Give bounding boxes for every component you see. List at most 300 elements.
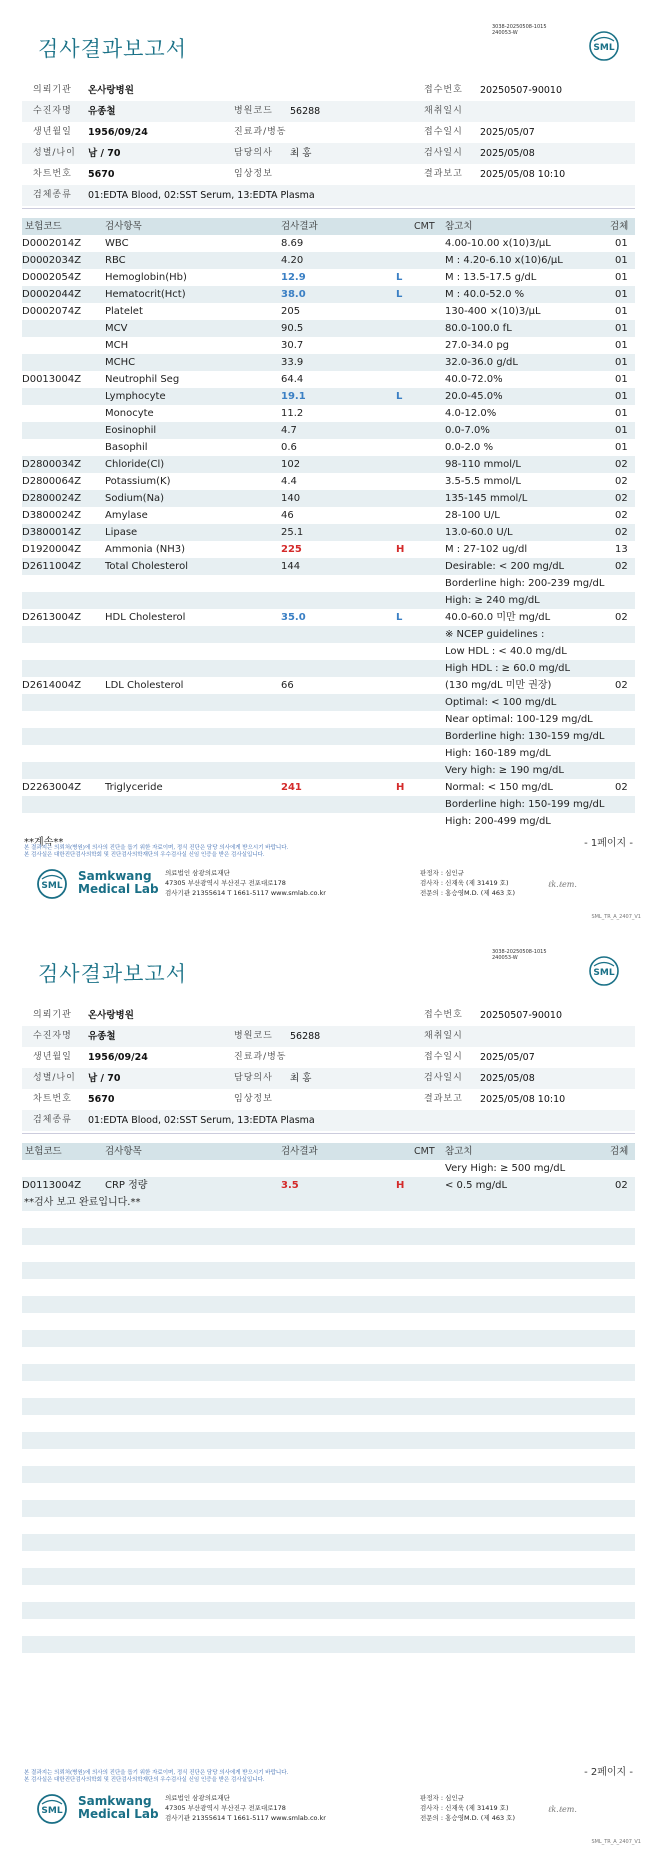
specimen-value: 01:EDTA Blood, 02:SST Serum, 13:EDTA Plasma <box>88 190 315 201</box>
svg-text:SML: SML <box>41 881 63 891</box>
table-row <box>22 728 635 745</box>
header-result: 검사결과 <box>281 221 318 232</box>
blank-row <box>22 1585 635 1602</box>
table-header <box>22 218 635 235</box>
table-row <box>22 524 635 541</box>
cell-ref: 3.5-5.5 mmol/L <box>445 476 521 487</box>
report-page-2 <box>0 925 655 1850</box>
table-row <box>22 779 635 796</box>
cell-result: 35.0 <box>281 612 306 623</box>
cell-specimen: 02 <box>615 680 628 691</box>
cell-name: CRP 정량 <box>105 1180 148 1191</box>
cell-result: 33.9 <box>281 357 304 368</box>
cell-name: Total Cholesterol <box>105 561 188 572</box>
receipt-date-label: 접수일시 <box>424 1052 463 1062</box>
cell-result: 12.9 <box>281 272 306 283</box>
table-row <box>22 252 635 269</box>
cell-result: 205 <box>281 306 301 317</box>
cell-result: 4.7 <box>281 425 297 436</box>
signer-2: 검사자 : 신재욱 (제 31419 호) <box>420 1804 509 1812</box>
table-row <box>22 592 635 609</box>
cell-ref: Borderline high: 150-199 mg/dL <box>445 799 605 810</box>
info-row <box>22 122 635 143</box>
cell-name: Sodium(Na) <box>105 493 165 504</box>
blank-row <box>22 1228 635 1245</box>
cell-cmt: L <box>396 612 403 623</box>
table-row <box>22 677 635 694</box>
cell-ref: M : 13.5-17.5 g/dL <box>445 272 537 283</box>
hospital-value: 온사랑병원 <box>88 85 134 96</box>
table-row <box>22 371 635 388</box>
cell-name: Potassium(K) <box>105 476 171 487</box>
blank-row <box>22 1381 635 1398</box>
cell-ref: 28-100 U/L <box>445 510 500 521</box>
header-result: 검사결과 <box>281 1146 318 1157</box>
header-code: 보험코드 <box>25 1146 62 1157</box>
table-row <box>22 1160 635 1177</box>
cell-result: 25.1 <box>281 527 304 538</box>
cell-result: 4.20 <box>281 255 304 266</box>
report-label: 결과보고 <box>424 169 463 179</box>
cell-result: 225 <box>281 544 302 555</box>
address: 47305 부산광역시 부산진구 전포대로178 <box>165 1804 286 1812</box>
cell-result: 30.7 <box>281 340 304 351</box>
cell-ref: Very high: ≥ 190 mg/dL <box>445 765 564 776</box>
cell-name: MCV <box>105 323 128 334</box>
blank-row <box>22 1517 635 1534</box>
table-row <box>22 745 635 762</box>
table-row <box>22 541 635 558</box>
svg-text:SML: SML <box>593 43 615 53</box>
cell-ref: 13.0-60.0 U/L <box>445 527 513 538</box>
footer-signers <box>420 1793 515 1823</box>
cell-specimen: 01 <box>615 255 628 266</box>
cell-name: MCH <box>105 340 129 351</box>
cell-ref: ※ NCEP guidelines : <box>445 629 545 640</box>
header-ref: 참고치 <box>445 1146 473 1157</box>
cell-ref: Very High: ≥ 500 mg/dL <box>445 1163 566 1174</box>
footer-signers <box>420 868 515 898</box>
collect-label: 채취일시 <box>424 1031 463 1041</box>
table-row <box>22 286 635 303</box>
signature: ℓk.ℓem. <box>548 1805 577 1814</box>
blank-row <box>22 1398 635 1415</box>
cell-name: Chloride(Cl) <box>105 459 165 470</box>
brand-line-2: Medical Lab <box>78 1807 159 1821</box>
doctor-value: 최 홍 <box>290 1073 312 1084</box>
blank-row <box>22 1279 635 1296</box>
page-title: 검사결과보고서 <box>38 962 188 986</box>
cell-ref: 135-145 mmol/L <box>445 493 528 504</box>
table-row <box>22 813 635 830</box>
patient-value: 유종철 <box>88 1031 116 1042</box>
table-row <box>22 490 635 507</box>
exam-date-value: 2025/05/08 <box>480 1073 535 1084</box>
table-row <box>22 694 635 711</box>
cell-code: D0002074Z <box>22 306 82 317</box>
table-row <box>22 762 635 779</box>
cell-specimen: 02 <box>615 510 628 521</box>
cell-name: Hemoglobin(Hb) <box>105 272 187 283</box>
chart-label: 차트번호 <box>33 1094 72 1104</box>
header-code: 보험코드 <box>25 221 62 232</box>
hosp-code-label: 병원코드 <box>234 106 273 116</box>
info-row <box>22 1026 635 1047</box>
cell-name: HDL Cholesterol <box>105 612 186 623</box>
info-row <box>22 185 635 206</box>
table-row <box>22 575 635 592</box>
blank-row <box>22 1619 635 1636</box>
info-row <box>22 101 635 122</box>
blank-row <box>22 1262 635 1279</box>
page-title: 검사결과보고서 <box>38 37 188 61</box>
blank-row <box>22 1568 635 1585</box>
blank-row <box>22 1534 635 1551</box>
blank-row <box>22 1653 635 1670</box>
cell-cmt: L <box>396 272 403 283</box>
footer-brand <box>78 1795 159 1821</box>
blank-row <box>22 1211 635 1228</box>
cell-specimen: 02 <box>615 782 628 793</box>
cell-specimen: 01 <box>615 391 628 402</box>
table-row <box>22 303 635 320</box>
cell-name: Triglyceride <box>105 782 163 793</box>
org-name: 의료법인 삼광의료재단 <box>165 869 230 877</box>
cell-specimen: 02 <box>615 612 628 623</box>
cell-result: 4.4 <box>281 476 297 487</box>
cell-ref: High: 200-499 mg/dL <box>445 816 551 827</box>
cell-specimen: 01 <box>615 238 628 249</box>
cell-specimen: 02 <box>615 476 628 487</box>
cell-specimen: 02 <box>615 527 628 538</box>
receipt-date-value: 2025/05/07 <box>480 1052 535 1063</box>
report-value: 2025/05/08 10:10 <box>480 169 566 180</box>
header-name: 검사항목 <box>105 1146 142 1157</box>
cell-name: Lymphocyte <box>105 391 166 402</box>
cell-ref: (130 mg/dL 미만 권장) <box>445 680 552 691</box>
cell-result: 46 <box>281 510 294 521</box>
cell-cmt: H <box>396 782 405 793</box>
cell-ref: M : 27-102 ug/dl <box>445 544 528 555</box>
cell-specimen: 01 <box>615 340 628 351</box>
cell-name: LDL Cholesterol <box>105 680 184 691</box>
doctor-label: 담당의사 <box>234 1073 273 1083</box>
cell-name: Ammonia (NH3) <box>105 544 186 555</box>
continue-note: **계속** <box>24 837 64 848</box>
patient-info <box>22 1005 635 1131</box>
blank-rows <box>22 1194 635 1670</box>
cell-specimen: 01 <box>615 408 628 419</box>
blank-row <box>22 1449 635 1466</box>
cell-result: 38.0 <box>281 289 306 300</box>
cell-specimen: 01 <box>615 323 628 334</box>
cell-ref: M : 4.20-6.10 x(10)6/μL <box>445 255 563 266</box>
cell-name: Basophil <box>105 442 148 453</box>
hospital-label: 의뢰기관 <box>33 1010 72 1020</box>
chart-value: 5670 <box>88 1094 115 1105</box>
cell-ref: 80.0-100.0 fL <box>445 323 512 334</box>
cell-result: 140 <box>281 493 301 504</box>
cell-code: D0013004Z <box>22 374 82 385</box>
cell-specimen: 01 <box>615 442 628 453</box>
results-table <box>22 1143 635 1670</box>
header-ref: 참고치 <box>445 221 473 232</box>
cell-ref: 40.0-60.0 미만 mg/dL <box>445 612 551 623</box>
cell-specimen: 01 <box>615 306 628 317</box>
blank-row <box>22 1483 635 1500</box>
table-body <box>22 235 635 830</box>
disclaimer: 본 결과지는 의뢰처(병원)에 의사의 진단을 돕기 위한 자료이며, 정식 진단은 담당 의사에게 받으시기 바랍니다. 본 검사실은 대한진단검사의학회 및 진단검사의학재단의 우수검사실 신임 인증을 받은 검사실입니다. <box>24 1770 289 1783</box>
cell-result: 102 <box>281 459 301 470</box>
info-row <box>22 1110 635 1131</box>
info-row <box>22 1005 635 1026</box>
signer-1: 판정자 : 심인규 <box>420 1794 464 1802</box>
table-row <box>22 388 635 405</box>
cell-ref: 130-400 ×(10)3/μL <box>445 306 541 317</box>
signer-3: 전문의 : 홍승영M.D. (제 463 호) <box>420 1814 515 1822</box>
cell-code: D2614004Z <box>22 680 82 691</box>
document-code: 3038-20250508-1015 240053-W <box>492 949 547 961</box>
receipt-date-label: 접수일시 <box>424 127 463 137</box>
cell-result: 90.5 <box>281 323 304 334</box>
cell-ref: High: ≥ 240 mg/dL <box>445 595 540 606</box>
cell-code: D2611004Z <box>22 561 82 572</box>
dob-value: 1956/09/24 <box>88 127 148 138</box>
hospital-value: 온사랑병원 <box>88 1010 134 1021</box>
footer-brand <box>78 870 159 896</box>
hosp-code-label: 병원코드 <box>234 1031 273 1041</box>
header-cmt: CMT <box>414 221 435 232</box>
cell-ref: M : 40.0-52.0 % <box>445 289 525 300</box>
cell-ref: 40.0-72.0% <box>445 374 503 385</box>
report-value: 2025/05/08 10:10 <box>480 1094 566 1105</box>
cell-code: D2800024Z <box>22 493 82 504</box>
cell-specimen: 02 <box>615 493 628 504</box>
footer <box>0 866 655 920</box>
cell-name: Monocyte <box>105 408 154 419</box>
chart-value: 5670 <box>88 169 115 180</box>
cell-ref: High HDL : ≥ 60.0 mg/dL <box>445 663 571 674</box>
table-row <box>22 796 635 813</box>
header-cmt: CMT <box>414 1146 435 1157</box>
cell-cmt: L <box>396 391 403 402</box>
cell-result: 8.69 <box>281 238 304 249</box>
cell-name: Neutrophil Seg <box>105 374 180 385</box>
table-row <box>22 609 635 626</box>
cell-result: 64.4 <box>281 374 304 385</box>
cell-result: 0.6 <box>281 442 297 453</box>
cell-code: D0002044Z <box>22 289 82 300</box>
cell-ref: 27.0-34.0 pg <box>445 340 510 351</box>
cell-specimen: 02 <box>615 561 628 572</box>
receipt-no-value: 20250507-90010 <box>480 1010 563 1021</box>
patient-label: 수진자명 <box>33 1031 72 1041</box>
svg-text:SML: SML <box>593 968 615 978</box>
cell-name: Platelet <box>105 306 143 317</box>
cell-result: 19.1 <box>281 391 306 402</box>
form-code: SML_TR_A_2407_V1 <box>591 914 641 920</box>
cell-result: 3.5 <box>281 1180 299 1191</box>
results-table <box>22 218 635 830</box>
sex-age-value: 남 / 70 <box>88 1073 121 1084</box>
cell-ref: 4.00-10.00 x(10)3/μL <box>445 238 551 249</box>
info-row <box>22 1068 635 1089</box>
blank-row <box>22 1313 635 1330</box>
cell-specimen: 02 <box>615 1180 628 1191</box>
dob-label: 생년월일 <box>33 127 72 137</box>
contact: 검사기관 21355614 T 1661-5117 www.smlab.co.kr <box>165 1814 326 1822</box>
exam-date-value: 2025/05/08 <box>480 148 535 159</box>
exam-date-label: 검사일시 <box>424 1073 463 1083</box>
clinical-label: 임상정보 <box>234 1094 273 1104</box>
brand-line-1: Samkwang <box>78 1794 152 1808</box>
specimen-label: 검체종류 <box>33 1115 72 1125</box>
cell-ref: 0.0-7.0% <box>445 425 490 436</box>
cell-ref: 0.0-2.0 % <box>445 442 494 453</box>
cell-specimen: 01 <box>615 425 628 436</box>
cell-specimen: 01 <box>615 357 628 368</box>
collect-label: 채취일시 <box>424 106 463 116</box>
cell-specimen: 13 <box>615 544 628 555</box>
table-row <box>22 711 635 728</box>
info-row <box>22 1089 635 1110</box>
header-name: 검사항목 <box>105 221 142 232</box>
patient-label: 수진자명 <box>33 106 72 116</box>
dept-label: 진료과/병동 <box>234 1052 287 1062</box>
page-number: - 2페이지 - <box>584 1767 633 1778</box>
dob-label: 생년월일 <box>33 1052 72 1062</box>
blank-row <box>22 1466 635 1483</box>
cell-code: D0002054Z <box>22 272 82 283</box>
receipt-no-label: 접수번호 <box>424 1010 463 1020</box>
cell-ref: Borderline high: 200-239 mg/dL <box>445 578 605 589</box>
cell-specimen: 02 <box>615 459 628 470</box>
brand-line-2: Medical Lab <box>78 882 159 896</box>
table-row <box>22 320 635 337</box>
cell-result: 11.2 <box>281 408 304 419</box>
table-row <box>22 235 635 252</box>
blank-row <box>22 1432 635 1449</box>
cell-code: D0113004Z <box>22 1180 82 1191</box>
receipt-date-value: 2025/05/07 <box>480 127 535 138</box>
hosp-code-value: 56288 <box>290 1031 321 1042</box>
cell-name: MCHC <box>105 357 136 368</box>
cell-result: 241 <box>281 782 302 793</box>
patient-info <box>22 80 635 206</box>
cell-ref: Borderline high: 130-159 mg/dL <box>445 731 605 742</box>
cell-ref: 98-110 mmol/L <box>445 459 521 470</box>
sex-age-label: 성별/나이 <box>33 1073 76 1083</box>
hospital-label: 의뢰기관 <box>33 85 72 95</box>
blank-row <box>22 1602 635 1619</box>
cell-specimen: 01 <box>615 289 628 300</box>
table-row <box>22 422 635 439</box>
cell-ref: 20.0-45.0% <box>445 391 503 402</box>
report-complete-note: **검사 보고 완료입니다.** <box>24 1197 141 1208</box>
info-row <box>22 80 635 101</box>
sml-footer-logo-icon <box>36 1793 68 1825</box>
cell-ref: Normal: < 150 mg/dL <box>445 782 553 793</box>
blank-row <box>22 1347 635 1364</box>
exam-date-label: 검사일시 <box>424 148 463 158</box>
table-row <box>22 456 635 473</box>
cell-name: Hematocrit(Hct) <box>105 289 186 300</box>
signer-2: 검사자 : 신재욱 (제 31419 호) <box>420 879 509 887</box>
receipt-no-label: 접수번호 <box>424 85 463 95</box>
signer-3: 전문의 : 홍승영M.D. (제 463 호) <box>420 889 515 897</box>
header-specimen: 검체 <box>610 221 629 232</box>
disclaimer: 본 결과지는 의뢰처(병원)에 의사의 진단을 돕기 위한 자료이며, 정식 진단은 담당 의사에게 받으시기 바랍니다. 본 검사실은 대한진단검사의학회 및 진단검사의학재단의 우수검사실 신임 인증을 받은 검사실입니다. <box>24 845 289 858</box>
specimen-value: 01:EDTA Blood, 02:SST Serum, 13:EDTA Plasma <box>88 1115 315 1126</box>
cell-ref: Near optimal: 100-129 mg/dL <box>445 714 593 725</box>
footer-address <box>165 1793 326 1823</box>
table-row <box>22 660 635 677</box>
doctor-label: 담당의사 <box>234 148 273 158</box>
sml-logo-icon <box>588 30 620 62</box>
blank-row <box>22 1364 635 1381</box>
address: 47305 부산광역시 부산진구 전포대로178 <box>165 879 286 887</box>
blank-row <box>22 1296 635 1313</box>
cell-code: D2800034Z <box>22 459 82 470</box>
divider <box>22 1133 635 1134</box>
org-name: 의료법인 삼광의료재단 <box>165 1794 230 1802</box>
cell-ref: Desirable: < 200 mg/dL <box>445 561 565 572</box>
patient-value: 유종철 <box>88 106 116 117</box>
svg-text:SML: SML <box>41 1806 63 1816</box>
blank-row <box>22 1415 635 1432</box>
table-row <box>22 626 635 643</box>
cell-ref: 32.0-36.0 g/dL <box>445 357 518 368</box>
blank-row <box>22 1551 635 1568</box>
blank-row <box>22 1245 635 1262</box>
table-row <box>22 558 635 575</box>
chart-label: 차트번호 <box>33 169 72 179</box>
footer <box>0 1791 655 1845</box>
brand-line-1: Samkwang <box>78 869 152 883</box>
cell-ref: High: 160-189 mg/dL <box>445 748 551 759</box>
cell-ref: Low HDL : < 40.0 mg/dL <box>445 646 567 657</box>
table-row <box>22 643 635 660</box>
receipt-no-value: 20250507-90010 <box>480 85 563 96</box>
signer-1: 판정자 : 심인규 <box>420 869 464 877</box>
info-row <box>22 143 635 164</box>
sml-footer-logo-icon <box>36 868 68 900</box>
cell-cmt: H <box>396 544 405 555</box>
document-code: 3038-20250508-1015 240053-W <box>492 24 547 36</box>
table-row <box>22 473 635 490</box>
table-body <box>22 1160 635 1194</box>
table-row <box>22 439 635 456</box>
table-row <box>22 507 635 524</box>
info-row <box>22 164 635 185</box>
cell-ref: < 0.5 mg/dL <box>445 1180 508 1191</box>
cell-code: D2263004Z <box>22 782 82 793</box>
cell-code: D3800014Z <box>22 527 82 538</box>
blank-row <box>22 1330 635 1347</box>
cell-name: Amylase <box>105 510 148 521</box>
cell-code: D3800024Z <box>22 510 82 521</box>
cell-cmt: L <box>396 289 403 300</box>
cell-ref: 4.0-12.0% <box>445 408 497 419</box>
table-header <box>22 1143 635 1160</box>
clinical-label: 임상정보 <box>234 169 273 179</box>
cell-specimen: 01 <box>615 272 628 283</box>
signature: ℓk.ℓem. <box>548 880 577 889</box>
divider <box>22 208 635 209</box>
blank-row <box>22 1636 635 1653</box>
table-row <box>22 1177 635 1194</box>
sml-logo-icon <box>588 955 620 987</box>
